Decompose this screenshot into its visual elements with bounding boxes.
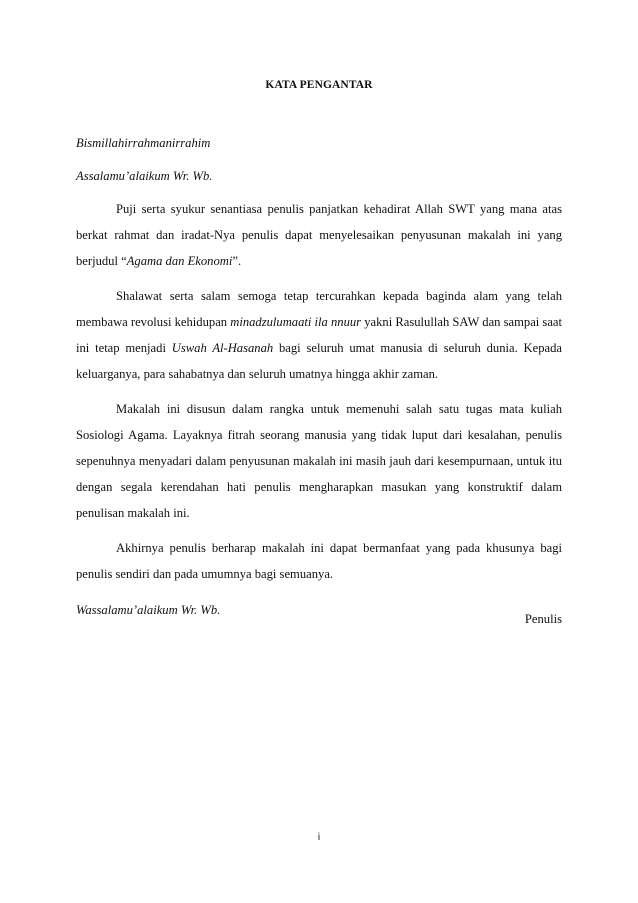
paragraph-1-text-2: ”.	[232, 254, 242, 268]
opening-salam: Assalamu’alaikum Wr. Wb.	[76, 169, 213, 183]
paragraph-2-text-2: yakni Rasulullah SAW dan sampai saat ini tetap menjadi	[76, 315, 563, 355]
paragraph-1	[76, 196, 562, 274]
closing-salam: Wassalamu’alaikum Wr. Wb.	[76, 603, 221, 617]
paragraph-1-text-1: Puji serta syukur senantiasa penulis panjatkan kehadirat Allah SWT yang mana atas berkat rahmat dan iradat-Nya penulis dapat menyelesaikan penyusunan makalah ini yang berjudul “	[76, 202, 562, 268]
signature-author: Penulis	[524, 612, 562, 626]
paragraph-1-title-italic: Agama dan Ekonomi	[126, 254, 233, 268]
spacer	[76, 156, 562, 163]
opening-basmalah: Bismillahirrahmanirrahim	[76, 136, 211, 150]
document-body	[76, 130, 562, 623]
paragraph-2	[76, 283, 562, 387]
spacer	[76, 526, 562, 535]
paragraph-2-text-1: Shalawat serta salam semoga tetap tercurahkan kepada baginda alam yang telah membawa revolusi kehidupan	[76, 289, 562, 329]
paragraph-3: Makalah ini disusun dalam rangka untuk memenuhi salah satu tugas mata kuliah Sosiologi Agama. Layaknya fitrah seorang manusia yang tidak luput dari kesalahan, penulis sepenuhnya menyadari dalam penyusunan makalah ini masih jauh dari kesempurnaan, untuk itu dengan segala kerendahan hati penulis mengharapkan masukan yang konstruktif dalam penulisan makalah ini.	[76, 402, 562, 520]
paragraph-2-italic-2: Uswah Al-Hasanah	[171, 341, 274, 355]
paragraph-4: Akhirnya penulis berharap makalah ini dapat bermanfaat yang pada khusunya bagi penulis sendiri dan pada umumnya bagi semuanya.	[76, 541, 562, 581]
page-number: i	[317, 832, 321, 843]
spacer	[76, 587, 562, 597]
page-title: KATA PENGANTAR	[265, 79, 373, 91]
paragraph-2-italic-1: minadzulumaati ila nnuur	[230, 315, 362, 329]
spacer	[76, 274, 562, 283]
paragraph-2-text-3: bagi seluruh umat manusia di seluruh dunia. Kepada keluarganya, para sahabatnya dan seluruh umatnya hingga akhir zaman.	[76, 341, 562, 381]
spacer	[76, 387, 562, 396]
